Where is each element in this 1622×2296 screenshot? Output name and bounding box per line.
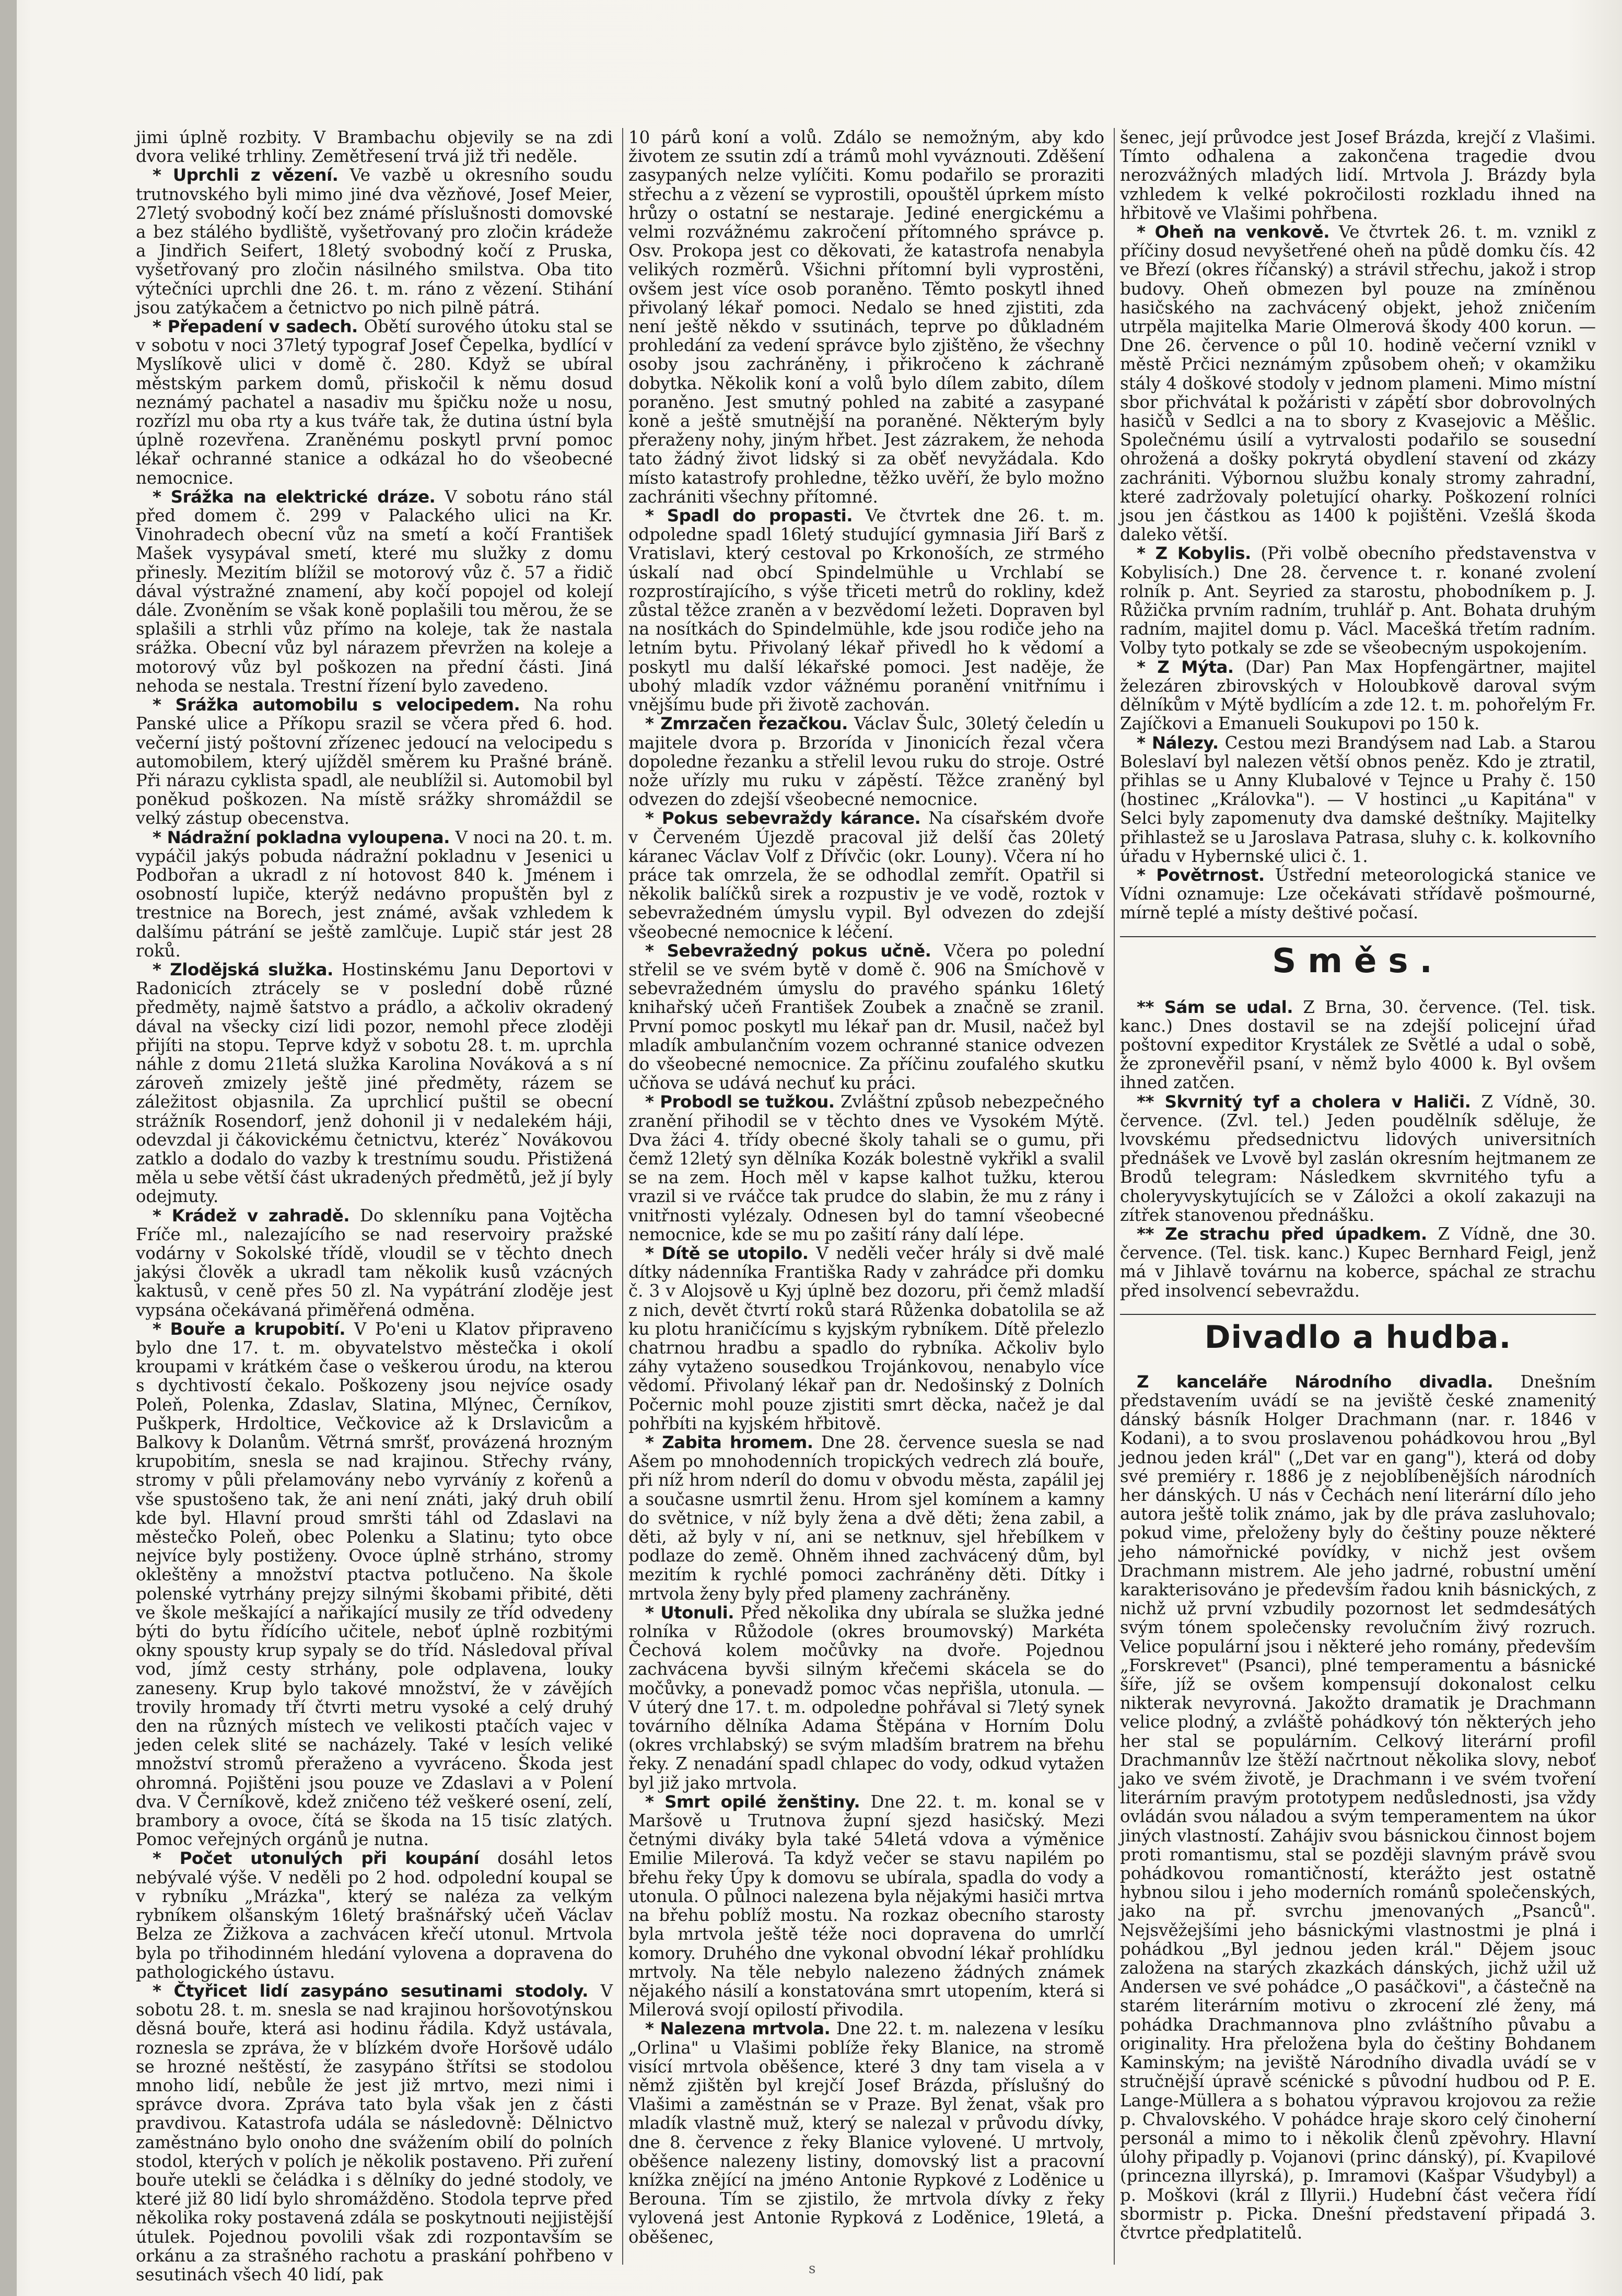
article-title: * Povětrnost.	[1137, 865, 1265, 885]
article-title: * Sebevražedný pokus učně.	[645, 940, 931, 961]
article-text: Václav Šulc, 30letý čeledín u majitele dvora p. Brzorída v Jinonicích řezal včera dopoledne řezanku a střelil levou ruku do stroje. Ostré nože uřízly mu ruku v zápěstí. Těžce zraněný byl odvezen do zdejší všeobecné nemocnice.	[628, 714, 1104, 810]
article-text: Dne 28. července suesla se nad Ašem po mnohodenních tropických vedrech zlá bouře, při níž hrom nderíl do domu v obvodu města, zapálil jej a současne usmrtil ženu. Hrom sjel komínem a kamny do světnice, v níž byly žena a dvě děti; žena zabil, a děti, až byly v ní, ani se netknuv, sjel hřebílkem v podlaze do země. Ohněm ihned zachvácený dům, byl mezitím k rychlé pomoci zachráněny děti. Dítky i mrtvola ženy byly před plameny zachráněny.	[628, 1432, 1104, 1604]
article-text: Ve čtvrtek dne 26. t. m. odpoledne spadl 16letý studující gymnasia Jiří Barš z Vratislavi, který cestoval po Krkonoších, ze strmého úskalí nad obcí Spindelmühle u Vrchlabí se rozprostírajícího, s výše třiceti metrů do rokliny, kdež zůstal těžce zraněn a v bezvědomí ležeti. Dopraven byl na nosítkách do Spindelmühle, kde jsou rodiče jeho na letním bytu. Přivolaný lékař přivedl ho k vědomí a poskytl mu další lékařské pomoci. Jest naděje, že ubohý mladík vzdor vážnému poranění vnitřnímu i vnějšímu bude při životě zachován.	[628, 506, 1104, 715]
column-1	[131, 127, 622, 2285]
article-title: ** Skvrnitý tyf a cholera v Haliči.	[1137, 1091, 1471, 1112]
article-title: * Bouře a krupobití.	[153, 1319, 346, 1339]
article-text: V noci na 20. t. m. vypáčil jakýs pobuda nádražní pokladnu v Jesenici u Podbořan a ukradl z ní hotovost 840 k. Jménem i osobností lupiče, kterýž nedávno propuštěn byl z trestnice na Borech, jest známé, avšak vzhledem k dalšímu pátrání se ještě zamlčuje. Lupič stár jest 28 roků.	[136, 827, 613, 961]
article-title: * Srážka automobilu s velocipedem.	[153, 695, 520, 715]
article-text: 10 párů koní a volů. Zdálo se nemožným, aby kdo životem ze ssutin zdí a trámů mohl vyváznouti. Zděšení zasypaných nelze vylíčiti. Komu podařilo se proraziti střechu a z vězení se vyprostili, opouštěl úprkem místo hrůzy o ostatní se nestaraje. Jediné energickému a velmi rozvážnému zakročení přítomného správce p. Osv. Prokopa jest co děkovati, že katastrofa nenabyla velikých rozměrů. Všichni přítomní byli vyprostěni, ovšem jest více osob poraněno. Těmto poskytl ihned přivolaný lékař pomoci. Nedalo se hned zjistiti, zda není ještě někdo v ssutinách, teprve po důkladném prohledání za vedení správce bylo zjištěno, že všechny osoby jsou zachráněny, i přikročeno k záchraně dobytka. Několik koní a volů bylo dílem zabito, dílem poraněno. Jest smutný pohled na zabité a zasypané koně a ještě smutnější na poraněné. Některým byly přeraženy nohy, jiným hřbet. Jest zázrakem, že nehoda tato žádný život lidský si za oběť nevyžádala. Kdo místo katastrofy prohledne, těžko uvěří, že bylo možno zachrániti všechny přítomné.	[628, 127, 1104, 507]
article	[1120, 1225, 1596, 1300]
divadlo-section-header	[1120, 1314, 1596, 1364]
article-text: (Při volbě obecního představenstva v Kobylisích.) Dne 28. července t. r. konané zvolení rolník p. Ant. Seyried za starostu, phobodníkem p. J. Růžička prvním radním, truhlář p. Ant. Bohata druhým radním, majitel domu p. Václ. Macešká třetím radním. Volby tyto potkaly se zde se všeobecným uspokojením.	[1120, 543, 1596, 658]
article	[136, 166, 613, 317]
article-title: * Zmrzačen řezačkou.	[645, 714, 848, 734]
article	[136, 828, 613, 960]
article-title: ** Sám se udal.	[1137, 997, 1293, 1017]
article	[628, 1603, 1104, 1792]
article	[628, 1433, 1104, 1603]
article-title: Z kanceláře Národního divadla.	[1137, 1371, 1493, 1392]
article	[1120, 1372, 1596, 2242]
article-text: V neděli večer hrály si dvě malé dítky nádenníka Františka Rady v zahrádce při domku č. 3 v Alojsově u Kyj úplně bez dozoru, při čemž mladší z nich, devět čtvrtí roků stará Růženka dobatolila se až ku plotu hraničícímu s kyjským rybníkem. Dítě přelezlo chatrnou hradbu a spadlo do rybníka. Ačkoliv bylo záhy vytaženo sousedkou Trojánkovou, nenabylo více vědomí. Přivolaný lékař pan dr. Nedošinský z Dolních Počernic mohl pouze zjistiti smrt děcka, načež je dal pohřbíti na kyjském hřbitově.	[628, 1243, 1104, 1433]
article-title: * Krádež v zahradě.	[153, 1205, 350, 1226]
article-title: * Probodl se tužkou.	[645, 1092, 835, 1112]
article-title: * Srážka na elektrické dráze.	[153, 486, 436, 507]
article	[136, 695, 613, 828]
article-title: * Zlodějská služka.	[153, 959, 333, 980]
article-text: Do sklenníku pana Vojtěcha Fríče ml., nalezajícího se nad reservoiry pražské vodárny v Sokolské třídě, vloudil se v těchto dnech jakýsi člověk a ukradl tam několik kusů vzácných kaktusů, v ceně přes 50 zl. Na vypátrání zloděje jest vypsána očekávaná přiměřená odměna.	[136, 1205, 613, 1320]
article	[1120, 658, 1596, 733]
article-title: * Čtyřicet lidí zasypáno sesutinami stodoly.	[153, 1980, 588, 2001]
article	[628, 1792, 1104, 2019]
article-text: Z Vídně, dne 30. července. (Tel. tisk. kanc.) Kupec Bernhard Feigl, jenž má v Jihlavě továrnu na koberce, spáchal ze strachu před insolvencí sebevraždu.	[1120, 1223, 1596, 1301]
divadlo-section	[1120, 1372, 1596, 2242]
article-text: V sobotu ráno stál před domem č. 299 v Palackého ulici na Kr. Vinohradech obecní vůz na smetí a kočí František Mašek vysypával smetí, které mu služky z domu přinesly. Mezitím blížil se motorový vůz č. 57 a řidič dával výstražné znamení, aby kočí popojel od kolejí dále. Zvoněním se však koně poplašili tou měrou, že se splašili a strhli vůz přímo na koleje, tak že nastala srážka. Obecní vůz byl nárazem převržen na koleje a motorový vůz byl poškozen na přední části. Jiná nehoda se nestala. Trestní řízení bylo zavedeno.	[136, 486, 613, 696]
article	[628, 128, 1104, 506]
article-text: (Dar) Pan Max Hopfengärtner, majitel železáren zbirovských v Holoubkově daroval svým dělníkům v Mýtě bydlícím a zde 12. t. m. pohořelým Fr. Zajíčkovi a Emanueli Soukupovi po 150 k.	[1120, 657, 1596, 734]
article	[1120, 866, 1596, 923]
article-text: Dnešním představením uvádí se na jeviště české znamenitý dánský básník Holger Drachmann (nar. r. 1846 v Kodani), a to svou proslavenou pohádkovou hrou „Byl jednou jeden král" („Det var en gang"), která od doby své premiéry r. 1886 je z nejoblíbenějších národních her dánských. U nás v Čechách není literární dílo jeho autora ještě tolik známo, jak by dle práva zasluhovalo; pokud vime, přeloženy byly do češtiny pouze některé jeho námořnické povídky, v nichž jest ovšem Drachmann mistrem. Ale jeho jadrné, robustní umění karakterisováno je především řadou knih básnických, z nichž už první vzbudily pozornost let sedmdesátých svým tónem společensky revolučním živý rozruch. Velice populární jsou i některé jeho romány, především „Forskrevet" (Psanci), plné temperamentu a básnické šíře, jíž se ovšem kompensují dokonalost celku nikterak nevyrovná. Jakožto dramatik je Drachmann velice plodný, a zvláště pohádkový tón některých jeho her stal se populárním. Celkový literární profil Drachmannův lze štěží načrtnout několika slovy, neboť jako ve svém životě, je Drachmann i ve svém tvoření literárním pravým prototypem nedůslednosti, jsa vždy ovládán svou náladou a svým temperamentem na úkor jiných vlastností. Zahájiv svou básnickou činnost bojem proti romantismu, stal se později slavným právě svou pohádkovou romantičností, kterážto jest ostatně hybnou silou i jeho moderních románů společenských, jako na př. svrchu jmenovaných „Psanců". Nejsvěžejšími jeho básnickými vlastnostmi je plná i pohádkou „Byl jednou jeden král." Dějem jsouc založena na starých zkazkách dánských, jichž užil už Andersen ve své pohádce „O pasáčkovi", a částečně na starém literárním motivu o zkrocení zlé ženy, má pohádka Drachmannova plno zvláštního půvabu a originality. Hra přeložena byla do češtiny Bohdanem Kaminským; na jeviště Národního divadla uvádí se v stručnější úpravě scénické s původní hudbou od P. E. Lange-Müllera a s bohatou výpravou krojovou za režie p. Chvalovského. V pohádce hraje skoro celý činoherní personál a mimo to i několik členů zpěvohry. Hlavní úlohy připadly p. Vojanovi (princ dánský), pí. Kvapilové (princezna illyrská), p. Imramovi (Kašpar Všudybyl) a p. Moškovi (král z Illyrii.) Hudební část večera řídí sbormistr p. Picka. Dnešní představení připadá 3. čtvrtce předplatitelů.	[1120, 1371, 1596, 2243]
article	[136, 960, 613, 1206]
article-text: Dne 22. t. m. konal se v Maršově u Trutnova župní sjezd hasičský. Mezi četnými diváky byla také 54letá vdova a výměnice Emilie Milerová. Ta když večer se stavu napilém po břehu řeky Úpy k domovu se ubírala, spadla do vody a utonula. O půlnoci nalezena byla nějakými hasiči mrtva na břehu poblíž mostu. Na rozkaz obecního starosty byla mrtvola ještě téže noci dopravena do umrlčí komory. Druhého dne vykonal obvodní lékař prohlídku mrtvoly. Na těle nebylo nalezeno žádných známek nějakého násilí a konstatována smrt utopením, která si Milerová svojí opilostí přivodila.	[628, 1791, 1105, 2020]
column-3	[1114, 128, 1605, 2265]
article	[136, 1982, 613, 2284]
article-title: * Spadl do propasti.	[645, 506, 853, 526]
smes-section-header	[1120, 936, 1596, 989]
article	[1120, 544, 1596, 657]
article-title: * Utonuli.	[645, 1602, 734, 1623]
article-text: Zvláštní způsob nebezpečného zranění přihodil se v těchto dnes ve Vysokém Mýtě. Dva žáci 4. třídy obecné školy tahali se o gumu, při čemž 12letý syn dělníka Kozák bolestně vykřikl a svalil se na zem. Hoch měl v kapse kalhot tužku, kterou vrazil si ve rváčce tak prudce do slabin, že mu z rány i vnitřnosti vylézaly. Odnesen byl do tamní všeobecné nemocnice, kde se mu po zašití rány dalí lépe.	[628, 1092, 1104, 1244]
article	[1120, 998, 1596, 1092]
article-text: Dne 22. t. m. nalezena v lesíku „Orlina" u Vlašimi poblíže řeky Blanice, na stromě visící mrtvola oběšence, které 3 dny tam visela a v němž zjištěn byl krejčí Josef Brázda, příslušný do Vlašimi a zaměstnán se v Praze. Byl ženat, však pro mladík vlastně muž, který se nalezal v průvodu dívky, dne 8. července z řeky Blanice vylovené. U mrtvoly, oběšence nalezeny listiny, domovský list a pracovní knížka znějící na jméno Antonie Rypkové z Loděnice u Berouna. Tím se zjistilo, že mrtvola dívky z řeky vylovená jest Antonie Rypková z Loděnice, 19letá, a oběšenec,	[628, 2019, 1105, 2247]
divadlo-title: Divadlo a hudba.	[1204, 1319, 1512, 1356]
article-text: šenec, její průvodce jest Josef Brázda, krejčí z Vlašimi. Tímto odhalena a zakončena tragedie dvou nerozvážných mladých lidí. Mrtvola J. Brázdy byla vzhledem k velké pokročilosti rozkladu ihned na hřbitově ve Vlašimi pohřbena.	[1120, 127, 1596, 223]
article	[628, 506, 1104, 714]
page-footer-mark: s	[809, 2261, 816, 2277]
article-text: V Po'eni u Klatov připraveno bylo dne 17. t. m. obyvatelstvo městečka i okolí kroupami v krátkém čase o veškerou úrodu, na kterou s dychtivostí čekalo. Poškozeny jsou nejvíce osady Poleň, Polenka, Zdaslav, Slatina, Mlýnec, Černíkov, Puškperk, Hrdoltice, Večkovice až k Drslavicům a Balkovy k Dolanům. Větrná smršť, provázená hrozným krupobitím, snesla se nad krajinou. Střechy rvány, stromy v půli přelamovány nebo vyrváníy z kořenů a vše spustošeno tak, že ani není znáti, jaký druh obilí kde byl. Hlavní proud smršti táhl od Zdaslavi na městečko Poleň, obec Polenku a Slatinu; tyto obce nejvíce byly postiženy. Ovoce úplně strháno, stromy okleštěny a množství ptactva potlučeno. Na škole polenské vytrhány prejzy silnými škobami přibité, děti ve škole meškající a nařikající musily ze tříd odvedeny býti do bytu řídícího učitele, neboť úplně rozbitými okny spousty krup sypaly se do tříd. Následoval příval vod, jímž cesty strhány, pole odplavena, louky zaneseny. Krup bylo takové množství, že v závějích trovily hromady tří čtvrti metru vysoké a celý druhý den na různých místech ve velikosti ptačích vajec v jeden celek slité se nacházely. Také v lesích veliké množství stromů přeraženo a vyvráceno. Škoda jest ohromná. Pojištěni jsou pouze ve Zdaslavi a v Polení dva. V Černíkově, kdež zničeno též veškeré osení, zelí, brambory a ovoce, čítá se škoda na 15 tisíc zlatých. Pomoc veřejných orgánů je nutna.	[136, 1319, 613, 1850]
article-text: Z Brna, 30. července. (Tel. tisk. kanc.) Dnes dostavil se na zdejší policejní úřad poštovní expeditor Krystálek ze Světlé a udal o sobě, že zpronevěřil psaní, v němž bylo 4000 k. Byl ovšem ihned zatčen.	[1120, 997, 1596, 1093]
column-3-news	[1120, 128, 1596, 923]
article-title: * Počet utonulých při koupání	[153, 1848, 480, 1869]
smes-title: Směs.	[1272, 941, 1444, 981]
article-text: Ve čtvrtek 26. t. m. vznikl z příčiny dosud nevyšetřené oheň na půdě domku čís. 42 ve Březí (okres říčanský) a strávil střechu, jakož i strop budovy. Oheň obmezen byl pouze na zmíněnou hasičského na zachvácený objekt, jehož zničením utrpěla majitelka Marie Olmerová škody 400 korun. — Dne 26. července o půl 10. hodině večerní vznikl v městě Prčici neznámým způsobem oheň; v okamžiku stály 4 doškové stodoly v jednom plameni. Mimo místní sbor přichvátal k požáristi v zápětí sbor dobrovolných hasičů v Sedlci a na to sbory z Kvasejovic a Měšlic. Společnému úsilí a vytrvalosti podařilo se sousední ohrožená a došky pokrytá obydlení stavení od zkázy zachrániti. Výbornou službu konaly stromy zahradní, které zadržovaly poletující oharky. Poškození rolníci jsou jen částkou as 1400 k pojištěni. Vzešlá škoda daleko větší.	[1120, 222, 1596, 545]
article-text: Obětí surového útoku stal se v sobotu v noci 37letý typograf Josef Čepelka, bydlící v Myslíkově ulici v domě č. 280. Když se ubíral městským parkem domů, přiskočil k němu dosud neznámý pachatel a nasadiv mu špičku nože u nosu, rozřízl mu oba rty a kus tváře tak, že dutina ústní byla úplně rozevřena. Zraněnému poskytl první pomoc lékař ochranné stanice a odkázal ho do všeobecné nemocnice.	[136, 317, 613, 488]
columns	[131, 127, 1606, 2285]
article-text: Z Vídně, 30. července. (Zvl. tel.) Jeden poudělník sděluje, že lvovskému předsednictvu lidových universitních přednášek ve Lvově byl zaslán okresním hejtmanem ze Brodů telegram: Následkem skvrnitého tyfu a choleryvyskytujících se v Záložci a okolí zakazuji na zítřek stanovenou přednášku.	[1120, 1091, 1596, 1225]
article	[136, 1206, 613, 1320]
article-text: Cestou mezi Brandýsem nad Lab. a Starou Boleslaví byl nalezen větší obnos peněz. Kdo je ztratil, přihlas se u Anny Klubalové v Tejnce u Prahy č. 150 (hostinec „Královka"). — V hostinci „u Kapitána" v Selci byly zapomenuty dva damské deštníky. Majitelky přihlastež se u Jaroslava Patrasa, sluhy c. k. kolkovního úřadu v Hybernské ulici č. 1.	[1120, 732, 1596, 866]
article-text: Před několika dny ubírala se služka jedné rolníka v Růžodole (okres broumovský) Markéta Čechová kolem močůvky na dvoře. Pojednou zachvácena byvši silným křečemi skácela se do močůvky, a ponevadž pomoc včas nepřišla, utonula. — V úterý dne 17. t. m. odpoledne pohřával si 7letý synek továrního dělníka Adama Štěpána v Horním Dolu (okres vrchlabský) se svým mladším bratrem na břehu řeky. Z nenadání spadl chlapec do vody, odkud vytažen byl již jako mrtvola.	[628, 1602, 1104, 1793]
article-text: Ve vazbě u okresního soudu trutnovského byli mimo jiné dva vězňové, Josef Meier, 27letý svobodný kočí bez známé příslušnosti domovské a bez stálého bydliště, vyšetřovaný pro zločin krádeže a Jindřich Seifert, 18letý svobodný kočí z Pruska, vyšetřovaný pro zločin násilného smilstva. Oba tito výtečníci uprchli dne 26. t. m. ráno z vězení. Stihání jsou zatýkačem a četnictvo po nich pilně pátrá.	[136, 165, 613, 318]
article	[628, 2019, 1104, 2246]
article	[1120, 223, 1596, 544]
article-title: * Nalezena mrtvola.	[645, 2019, 831, 2039]
article-title: * Zabita hromem.	[645, 1432, 813, 1453]
article-text: Na císařském dvoře v Červeném Újezdě pracoval již delší čas 20letý káranec Václav Volf z Dřívčic (okr. Louny). Včera ní ho práce tak omrzela, že se odhodlal zemřít. Opatřil si několik balíčků sirek a rozpustiv je ve vodě, roztok v sebevražedném úmyslu vypil. Byl odvezen do zdejší všeobecné nemocnice k léčení.	[628, 808, 1105, 942]
article	[1120, 128, 1596, 223]
article-title: * Pokus sebevraždy kárance.	[645, 808, 921, 829]
article	[136, 1320, 613, 1849]
article-text: Ústřední meteorologická stanice ve Vídni oznamuje: Lze očekávati střídavě pošmourné, mírně teplé a místy deštivé počasí.	[1120, 865, 1596, 923]
article	[628, 941, 1104, 1093]
article-text: Hostinskému Janu Deportovi v Radonicích ztrácely se v poslední době různé předměty, najmě šatstvo a prádlo, a ačkoliv okradený dával na všecky cizí lidi pozor, nemohl přece zloději přijíti na stopu. Teprve když v sobotu 28. t. m. uprchla náhle z domu 21letá služka Karolina Nováková a s ní zároveň zmizely ještě jiné předměty, rázem se záležitost objasnila. Za uprchlicí puštil se obecní strážník Rosendorf, jenž dohonil ji v nedalekém háji, odevzdal ji čákovickému četnictvu, kterézˇ Novákovou zatklo a dodalo do vazby k trestnímu soudu. Přistižená měla u sebe větší část ukradených předmětů, jež jí byly odejmuty.	[136, 959, 613, 1207]
article-title: * Nálezy.	[1137, 732, 1219, 753]
article	[628, 1092, 1104, 1244]
article	[136, 487, 613, 695]
article-title: ** Ze strachu před úpadkem.	[1137, 1223, 1427, 1244]
article-text: dosáhl letos nebývalé výše. V neděli po 2 hod. odpolední koupal se v rybníku „Mrázka", který se naléza za velkým rybníkem olšanským 16letý brašnářský učeň Václav Belza ze Žižkova a zachvácen křečí utonul. Mrtvola byla po třihodinném hledání vylovena a dopravena do pathologického ústavu.	[136, 1848, 613, 1982]
article-text: Včera po polední střelil se ve svém bytě v domě č. 906 na Smíchově v sebevražedném úmyslu do pravého spánku 16letý knihařský učeň František Zoubek a značně se zranil. První pomoc poskytl mu lékař pan dr. Musil, načež byl mladík ambulančním vozem ochranné stanice odvezen do všeobecné nemocnice. Za příčinu zoufalého skutku učňova se udává nechuť ku práci.	[628, 940, 1104, 1093]
smes-section	[1120, 998, 1596, 1300]
article-title: * Z Mýta.	[1137, 657, 1234, 677]
article-title: * Uprchli z vězení.	[153, 165, 339, 185]
article	[1120, 1092, 1596, 1225]
article	[628, 809, 1104, 941]
column-2	[622, 128, 1114, 2265]
article-title: * Dítě se utopilo.	[645, 1243, 809, 1263]
article-title: * Smrt opilé ženštiny.	[645, 1791, 860, 1812]
article-text: Na rohu Panské ulice a Příkopu srazil se včera před 6. hod. večerní jistý poštovní zřízenec jedoucí na velocipedu s automobilem, který ujížděl směrem ku Prašné bráně. Při nárazu cyklista spadl, ale neublížil si. Automobil byl poněkud poškozen. Na místě srážky shromáždil se velký zástup obecenstva.	[136, 695, 613, 829]
article-title: * Z Kobylis.	[1137, 543, 1251, 564]
article	[628, 714, 1104, 809]
article	[1120, 733, 1596, 866]
article-title: * Nádražní pokladna vyloupena.	[153, 827, 450, 847]
article	[136, 317, 613, 487]
article	[136, 1849, 613, 1981]
article-title: * Oheň na venkově.	[1137, 222, 1330, 242]
article	[628, 1244, 1104, 1433]
article-text: V sobotu 28. t. m. snesla se nad krajinou horšovotýnskou děsná bouře, která asi hodinu řádila. Když ustávala, roznesla se zpráva, že v blízkém dvoře Horšově událo se hrozné neštěstí, že zasypáno štřítsi se stodolou mnoho lidí, nebůle že jest již mrtvo, mezi nimi i správce dvora. Zpráva tato byla však jen z části pravdivou. Katastrofa udála se následovně: Dělnictvo zaměstnáno bylo onoho dne svážením obilí do polních stodol, kterých v polích je několik postaveno. Při zuření bouře utekli se čeládka i s dělníky do jedné stodoly, ve které již 80 lidí bylo shromážděno. Stodola teprve před několika roky postavená zdála se poskytnouti nejjistější útulek. Pojednou povolili však zdi rozpontavším se orkánu a za strašného rachotu a praskání pohřbeno v sesutinách všech 40 lidí, pak	[136, 1980, 613, 2285]
article-text: jimi úplně rozbity. V Brambachu objevily se na zdi dvora veliké trhliny. Zemětřesení trvá již tři neděle.	[136, 127, 613, 167]
article	[136, 128, 613, 166]
article-title: * Přepadení v sadech.	[153, 317, 358, 337]
